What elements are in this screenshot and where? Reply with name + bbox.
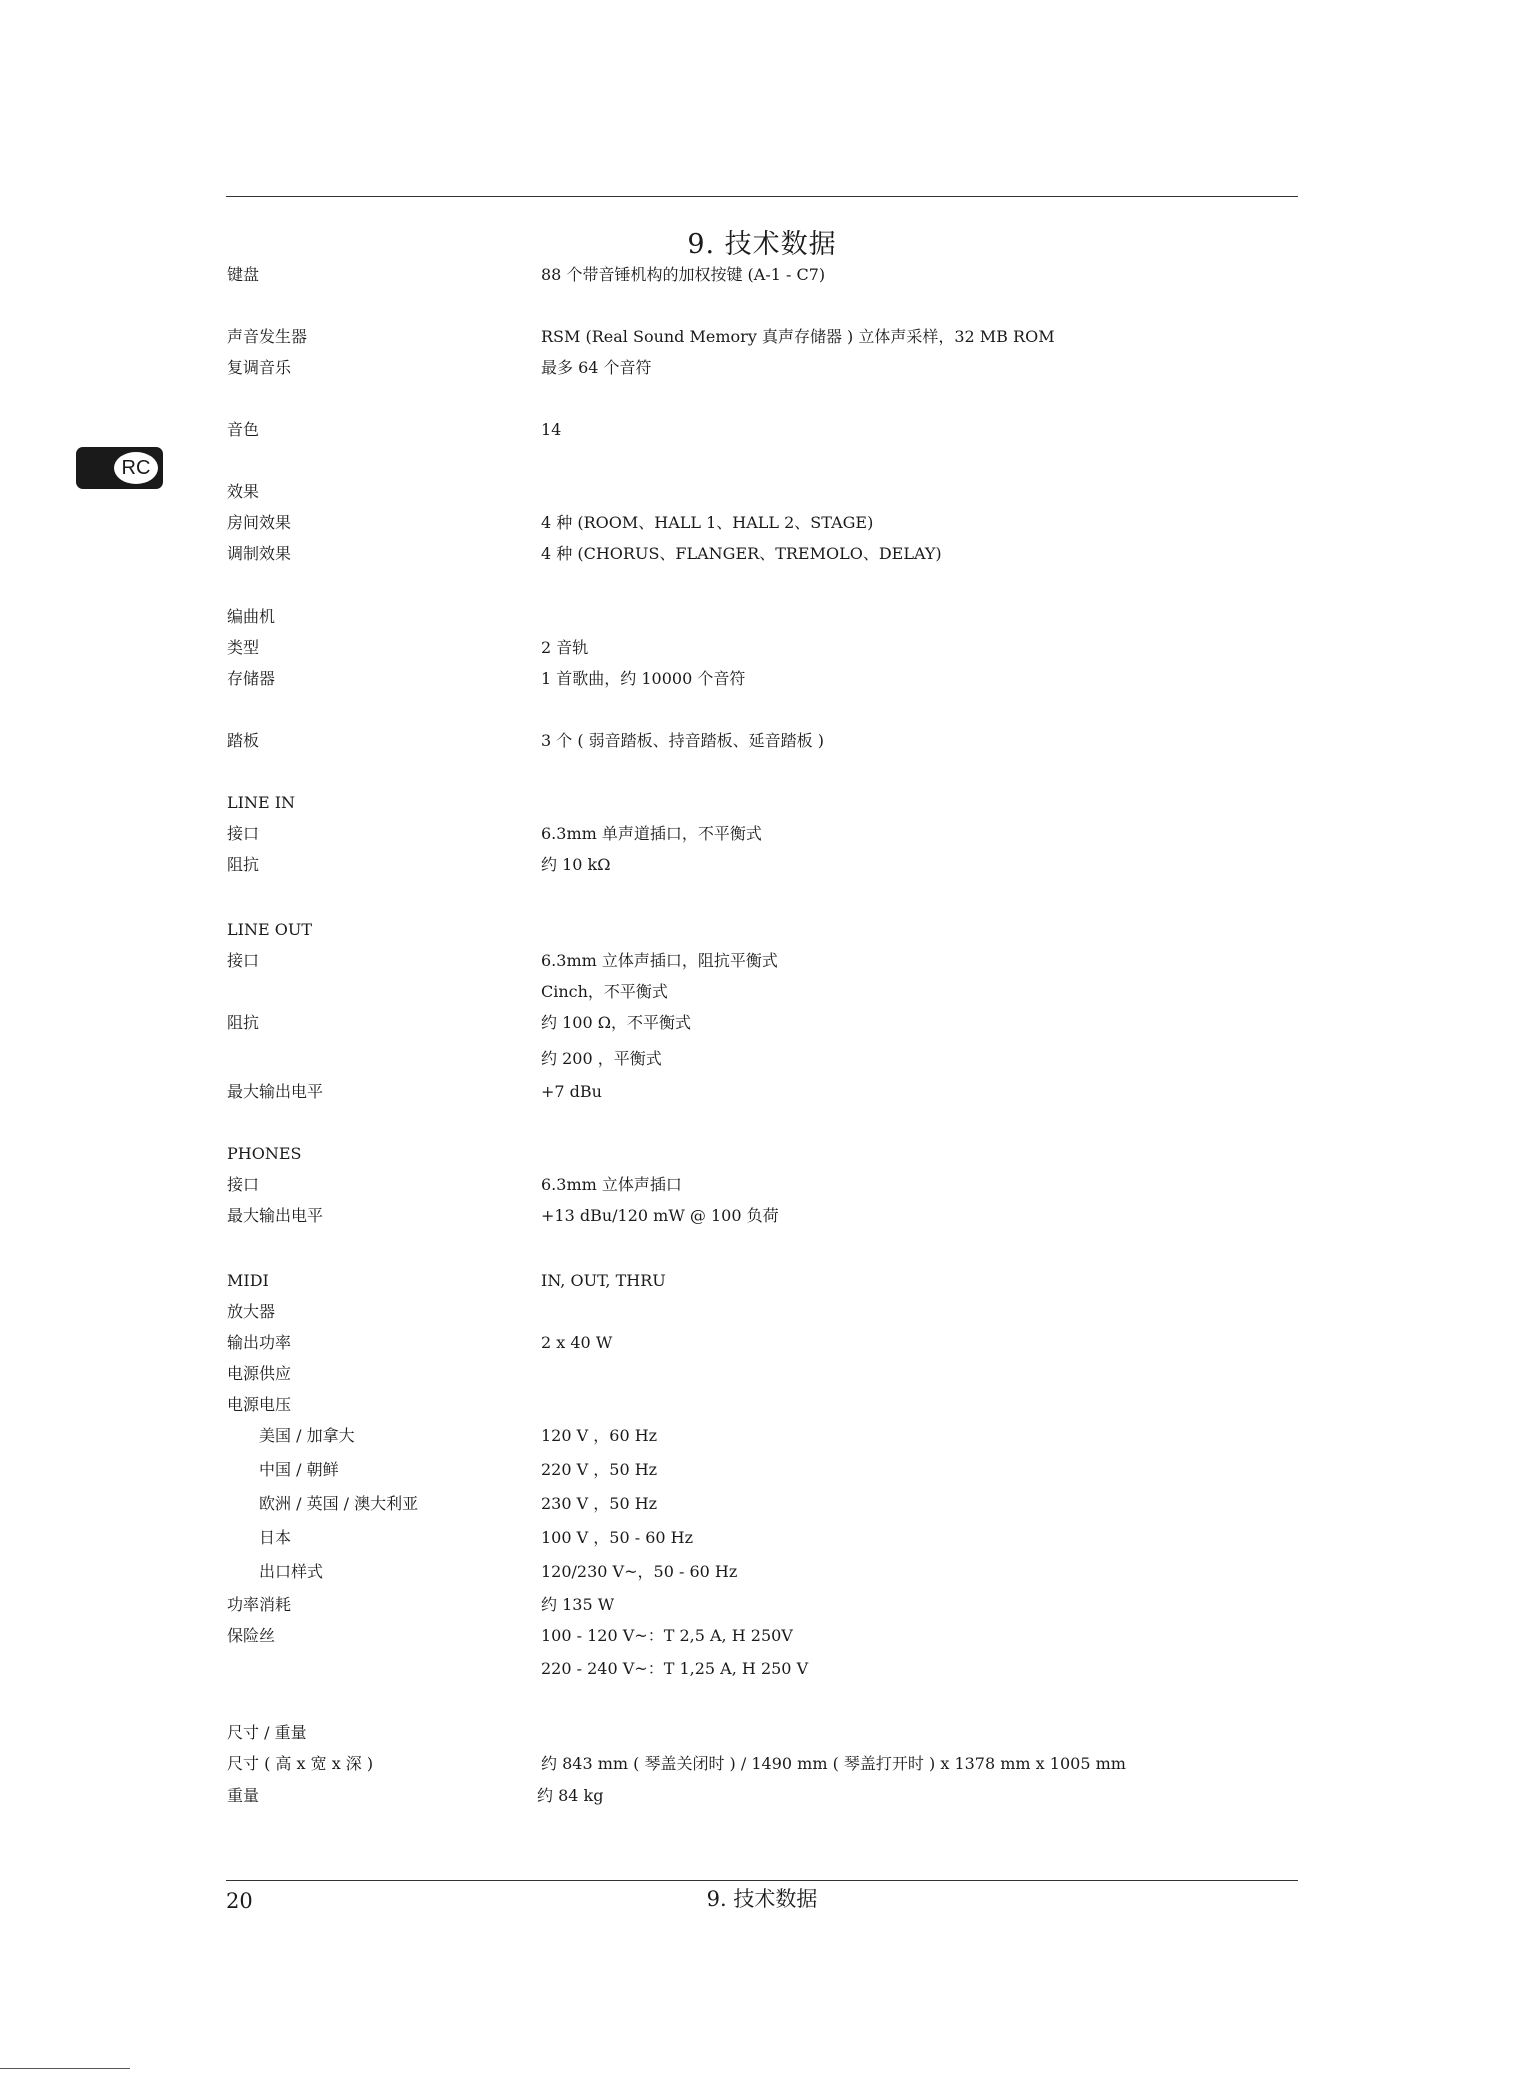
spec-label: 阻抗 — [227, 1013, 260, 1032]
spec-section-amplifier — [0, 1297, 1525, 1327]
spec-row-voices — [0, 415, 1525, 445]
page-number: 20 — [226, 1889, 253, 1913]
language-code: RC — [114, 452, 158, 484]
spec-label: 尺寸 ( 高 x 宽 x 深 ) — [227, 1754, 374, 1773]
spec-row-output-power — [0, 1328, 1525, 1358]
spec-section-effects — [0, 477, 1525, 507]
spec-label: 音色 — [227, 420, 260, 439]
footer-rule — [226, 1880, 1298, 1881]
spec-label: MIDI — [227, 1271, 269, 1290]
spec-row-pedals — [0, 726, 1525, 756]
spec-row-midi — [0, 1266, 1525, 1296]
spec-section-power-supply — [0, 1359, 1525, 1389]
spec-value: 88 个带音锤机构的加权按键 (A-1 - C7) — [541, 265, 826, 284]
spec-label: 日本 — [259, 1528, 292, 1547]
section-heading: 尺寸 / 重量 — [227, 1723, 307, 1742]
spec-label: 声音发生器 — [227, 327, 308, 346]
spec-label: 美国 / 加拿大 — [259, 1426, 355, 1445]
spec-row-weight — [0, 1781, 1525, 1811]
spec-value: 1 首歌曲，约 10000 个音符 — [541, 669, 746, 688]
spec-value: 4 种 (ROOM、HALL 1、HALL 2、STAGE) — [541, 513, 874, 532]
footer-section-title: 9. 技术数据 — [706, 1887, 818, 1911]
spec-row-line-out-max-level — [0, 1077, 1525, 1107]
spec-value: 230 V ，50 Hz — [541, 1494, 658, 1513]
spec-row-power-consumption — [0, 1590, 1525, 1620]
page-title: 9. 技术数据 — [687, 229, 837, 260]
spec-label: 键盘 — [227, 265, 260, 284]
spec-value: 约 84 kg — [537, 1786, 604, 1805]
spec-label: 电源电压 — [227, 1395, 292, 1414]
spec-value: 2 音轨 — [541, 638, 589, 657]
spec-section-phones — [0, 1139, 1525, 1169]
spec-value: 100 V ，50 - 60 Hz — [541, 1528, 694, 1547]
header-rule — [226, 196, 1298, 197]
spec-section-sequencer — [0, 602, 1525, 632]
spec-row-line-out-impedance — [0, 1008, 1525, 1038]
spec-row-line-in-impedance — [0, 850, 1525, 880]
spec-row-voltage-usa-canada — [0, 1421, 1525, 1451]
spec-value: 约 135 W — [541, 1595, 615, 1614]
spec-label: 功率消耗 — [227, 1595, 292, 1614]
section-heading: 电源供应 — [227, 1364, 292, 1383]
spec-label: 接口 — [227, 951, 260, 970]
spec-row-dimensions — [0, 1749, 1525, 1779]
spec-row-mains-voltage — [0, 1390, 1525, 1420]
spec-value: 220 - 240 V~：T 1,25 A, H 250 V — [541, 1659, 809, 1678]
spec-value: 4 种 (CHORUS、FLANGER、TREMOLO、DELAY) — [541, 544, 942, 563]
spec-row-keyboard — [0, 260, 1525, 290]
spec-row-voltage-europe — [0, 1489, 1525, 1519]
spec-value: 6.3mm 单声道插口，不平衡式 — [541, 824, 762, 843]
spec-row-line-out-connector — [0, 946, 1525, 976]
section-heading: 效果 — [227, 482, 260, 501]
spec-label: 房间效果 — [227, 513, 292, 532]
spec-row-phones-connector — [0, 1170, 1525, 1200]
spec-row-line-out-impedance-2 — [0, 1044, 1525, 1074]
spec-value: RSM (Real Sound Memory 真声存储器 ) 立体声采样，32 MB ROM — [541, 327, 1055, 346]
spec-row-line-out-connector-2 — [0, 977, 1525, 1007]
spec-row-memory — [0, 664, 1525, 694]
section-heading: LINE IN — [227, 793, 296, 812]
spec-value: 100 - 120 V~：T 2,5 A, H 250V — [541, 1626, 793, 1645]
spec-value: 最多 64 个音符 — [541, 358, 652, 377]
spec-value: 约 100 Ω，不平衡式 — [541, 1013, 691, 1032]
spec-value: 3 个 ( 弱音踏板、持音踏板、延音踏板 ) — [541, 731, 825, 750]
spec-value: 约 10 kΩ — [541, 855, 611, 874]
spec-row-voltage-china-korea — [0, 1455, 1525, 1485]
section-heading: PHONES — [227, 1144, 302, 1163]
spec-value: 约 200 ，平衡式 — [541, 1049, 662, 1068]
spec-label: 存储器 — [227, 669, 276, 688]
spec-row-modulation — [0, 539, 1525, 569]
spec-label: 接口 — [227, 824, 260, 843]
section-heading: 放大器 — [227, 1302, 276, 1321]
spec-label: 中国 / 朝鲜 — [259, 1460, 339, 1479]
spec-value: 6.3mm 立体声插口，阻抗平衡式 — [541, 951, 778, 970]
spec-value: Cinch，不平衡式 — [541, 982, 668, 1001]
spec-section-line-in — [0, 788, 1525, 818]
spec-label: 阻抗 — [227, 855, 260, 874]
spec-row-sound-generator — [0, 322, 1525, 352]
spec-label: 最大输出电平 — [227, 1082, 324, 1101]
spec-label: 重量 — [227, 1786, 260, 1805]
spec-value: 2 x 40 W — [541, 1333, 613, 1352]
spec-row-reverb — [0, 508, 1525, 538]
spec-label: 踏板 — [227, 731, 260, 750]
spec-value: 6.3mm 立体声插口 — [541, 1175, 682, 1194]
spec-section-dimensions-weight — [0, 1718, 1525, 1748]
spec-row-polyphony — [0, 353, 1525, 383]
spec-value: 14 — [541, 420, 562, 439]
spec-label: 类型 — [227, 638, 260, 657]
crop-mark — [0, 2068, 130, 2069]
spec-label: 保险丝 — [227, 1626, 276, 1645]
spec-value: 120 V ，60 Hz — [541, 1426, 658, 1445]
spec-value: +13 dBu/120 mW @ 100 负荷 — [541, 1206, 779, 1225]
spec-label: 最大输出电平 — [227, 1206, 324, 1225]
spec-value: 约 843 mm ( 琴盖关闭时 ) / 1490 mm ( 琴盖打开时 ) x 1378 mm x 1005 mm — [541, 1754, 1126, 1773]
spec-row-line-in-connector — [0, 819, 1525, 849]
spec-label: 出口样式 — [259, 1562, 324, 1581]
spec-label: 接口 — [227, 1175, 260, 1194]
spec-label: 调制效果 — [227, 544, 292, 563]
spec-label: 输出功率 — [227, 1333, 292, 1352]
spec-row-phones-max-level — [0, 1201, 1525, 1231]
spec-row-voltage-japan — [0, 1523, 1525, 1553]
spec-row-fuse-2 — [0, 1654, 1525, 1684]
section-heading: 编曲机 — [227, 607, 276, 626]
section-heading: LINE OUT — [227, 920, 312, 939]
spec-value: +7 dBu — [541, 1082, 602, 1101]
spec-section-line-out — [0, 915, 1525, 945]
spec-value: IN, OUT, THRU — [541, 1271, 666, 1290]
spec-value: 220 V ，50 Hz — [541, 1460, 658, 1479]
spec-row-voltage-export — [0, 1557, 1525, 1587]
spec-value: 120/230 V~，50 - 60 Hz — [541, 1562, 738, 1581]
spec-label: 复调音乐 — [227, 358, 292, 377]
spec-row-type — [0, 633, 1525, 663]
spec-row-fuse — [0, 1621, 1525, 1651]
spec-label: 欧洲 / 英国 / 澳大利亚 — [259, 1494, 419, 1513]
